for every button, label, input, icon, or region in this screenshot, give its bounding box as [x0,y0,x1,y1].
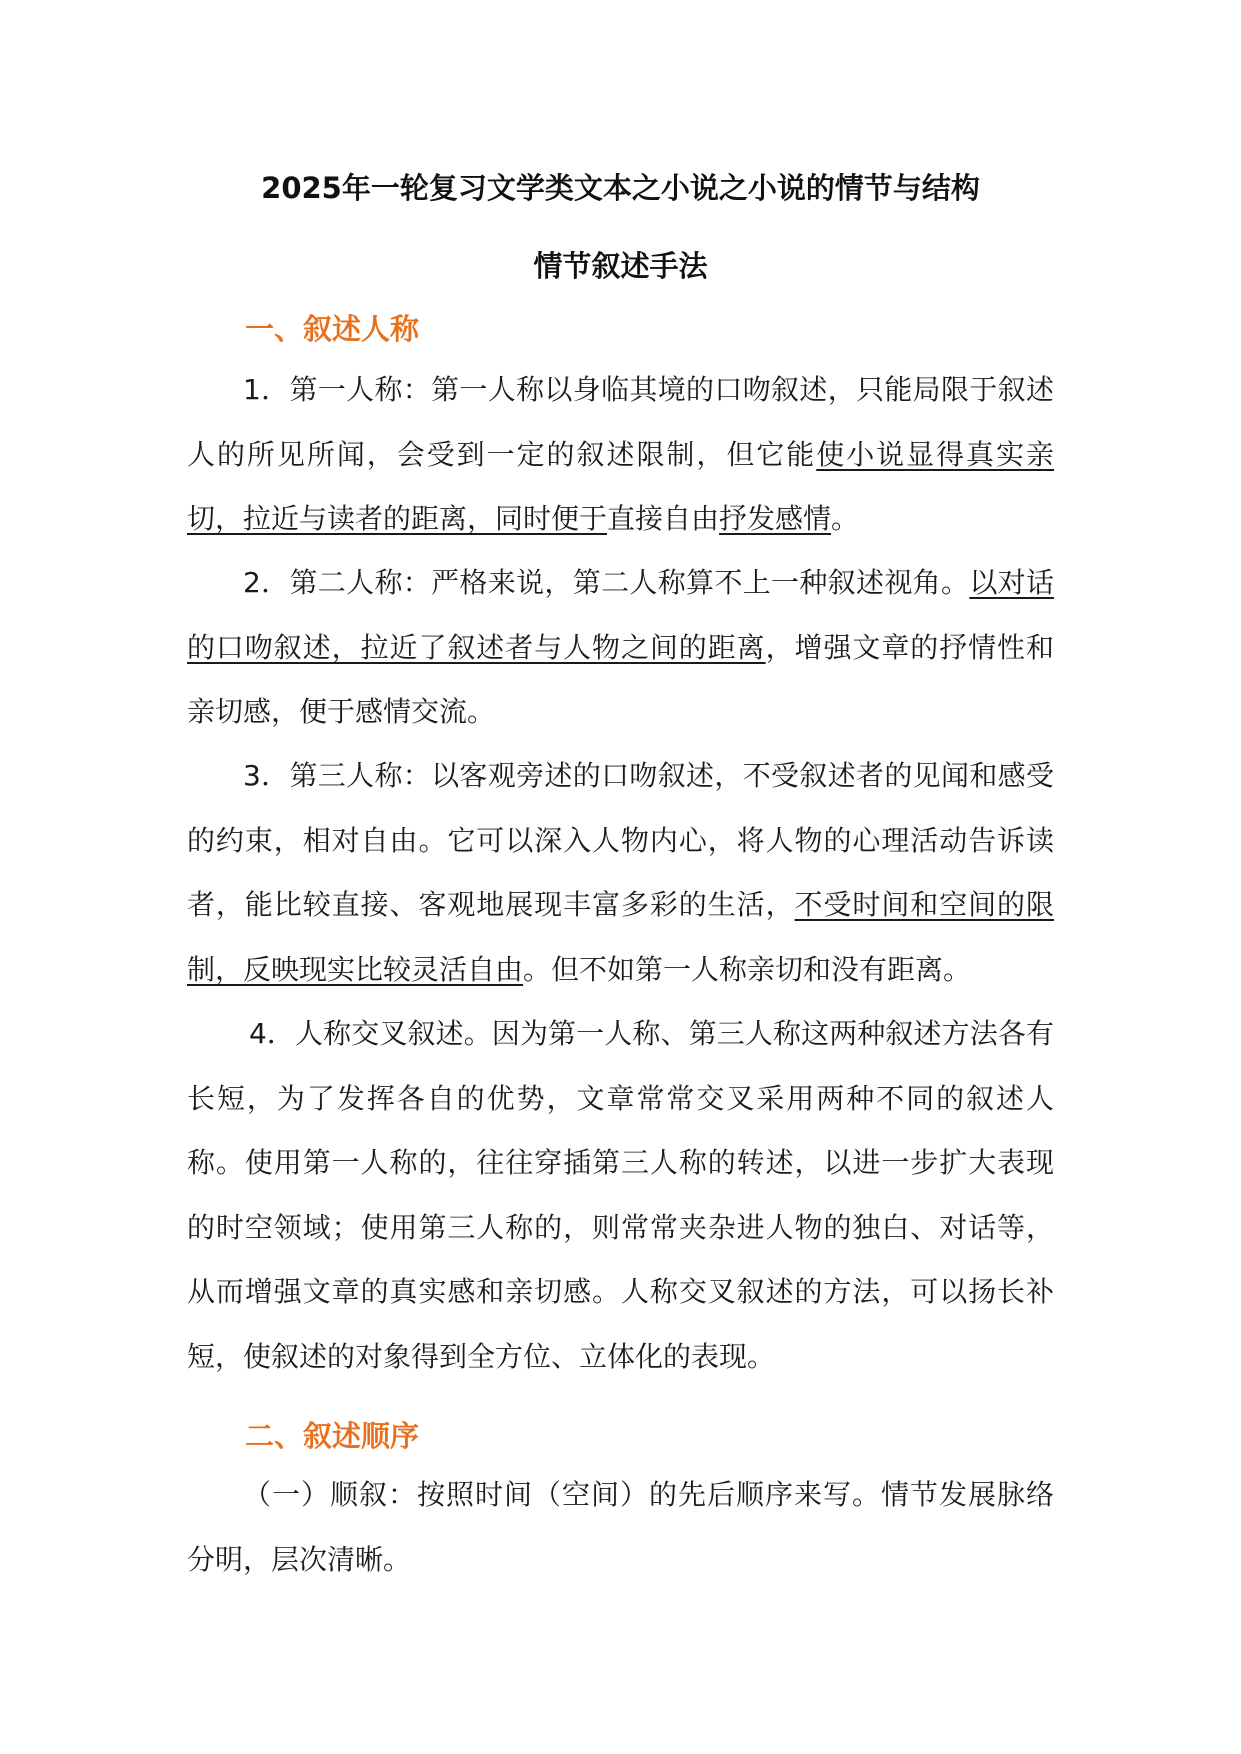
paragraph-third-person [187,744,1054,1002]
underlined-text: 以对话的口吻叙述，拉近了叙述者与人物之间的距离 [187,566,1054,664]
paragraph-text: 1．第一人称：第一人称以身临其境的口吻叙述，只能局限于叙述人的所见所闻，会受到一定的叙述限制，但它能 [187,373,1054,471]
paragraph-text: 直接自由 [607,502,720,535]
paragraph-chronological: （一）顺叙：按照时间（空间）的先后顺序来写。情节发展脉络分明，层次清晰。 [187,1478,1054,1576]
paragraph-cross-person: 4．人称交叉叙述。因为第一人称、第三人称这两种叙述方法各有长短，为了发挥各自的优势，文章常常交叉采用两种不同的叙述人称。使用第一人称的，往往穿插第三人称的转述，以进一步扩大表现的时空领域；使用第三人称的，则常常夹杂进人物的独白、对话等，从而增强文章的真实感和亲切感。人称交叉叙述的方法，可以扬长补短，使叙述的对象得到全方位、立体化的表现。 [187,1017,1054,1373]
underlined-text: 不受时间和空间的限制，反映现实比较灵活自由 [187,888,1054,986]
paragraph-text: ，增强文章的抒情性和亲切感，便于感情交流。 [187,630,1054,728]
section-heading-narrative-order: 二、叙述顺序 [245,1419,420,1453]
underlined-text: 抒发感情 [719,502,832,535]
document-title: 2025年一轮复习文学类文本之小说之小说的情节与结构 [261,171,980,205]
section-heading-narrative-person: 一、叙述人称 [245,312,420,346]
paragraph-second-person [187,551,1054,745]
paragraph-text: 。但不如第一人称亲切和没有距离。 [523,952,972,986]
paragraph-text: 。 [831,502,860,535]
paragraph-text: 2．第二人称：严格来说，第二人称算不上一种叙述视角。 [243,566,970,599]
paragraph-first-person [187,358,1054,552]
document-subtitle: 情节叙述手法 [533,249,708,283]
paragraph-text: 3．第三人称：以客观旁述的口吻叙述，不受叙述者的见闻和感受的约束，相对自由。它可以深入人物内心，将人物的心理活动告诉读者，能比较直接、客观地展现丰富多彩的生活， [187,759,1054,921]
underlined-text: 使小说显得真实亲切，拉近与读者的距离，同时便于 [187,437,1054,535]
